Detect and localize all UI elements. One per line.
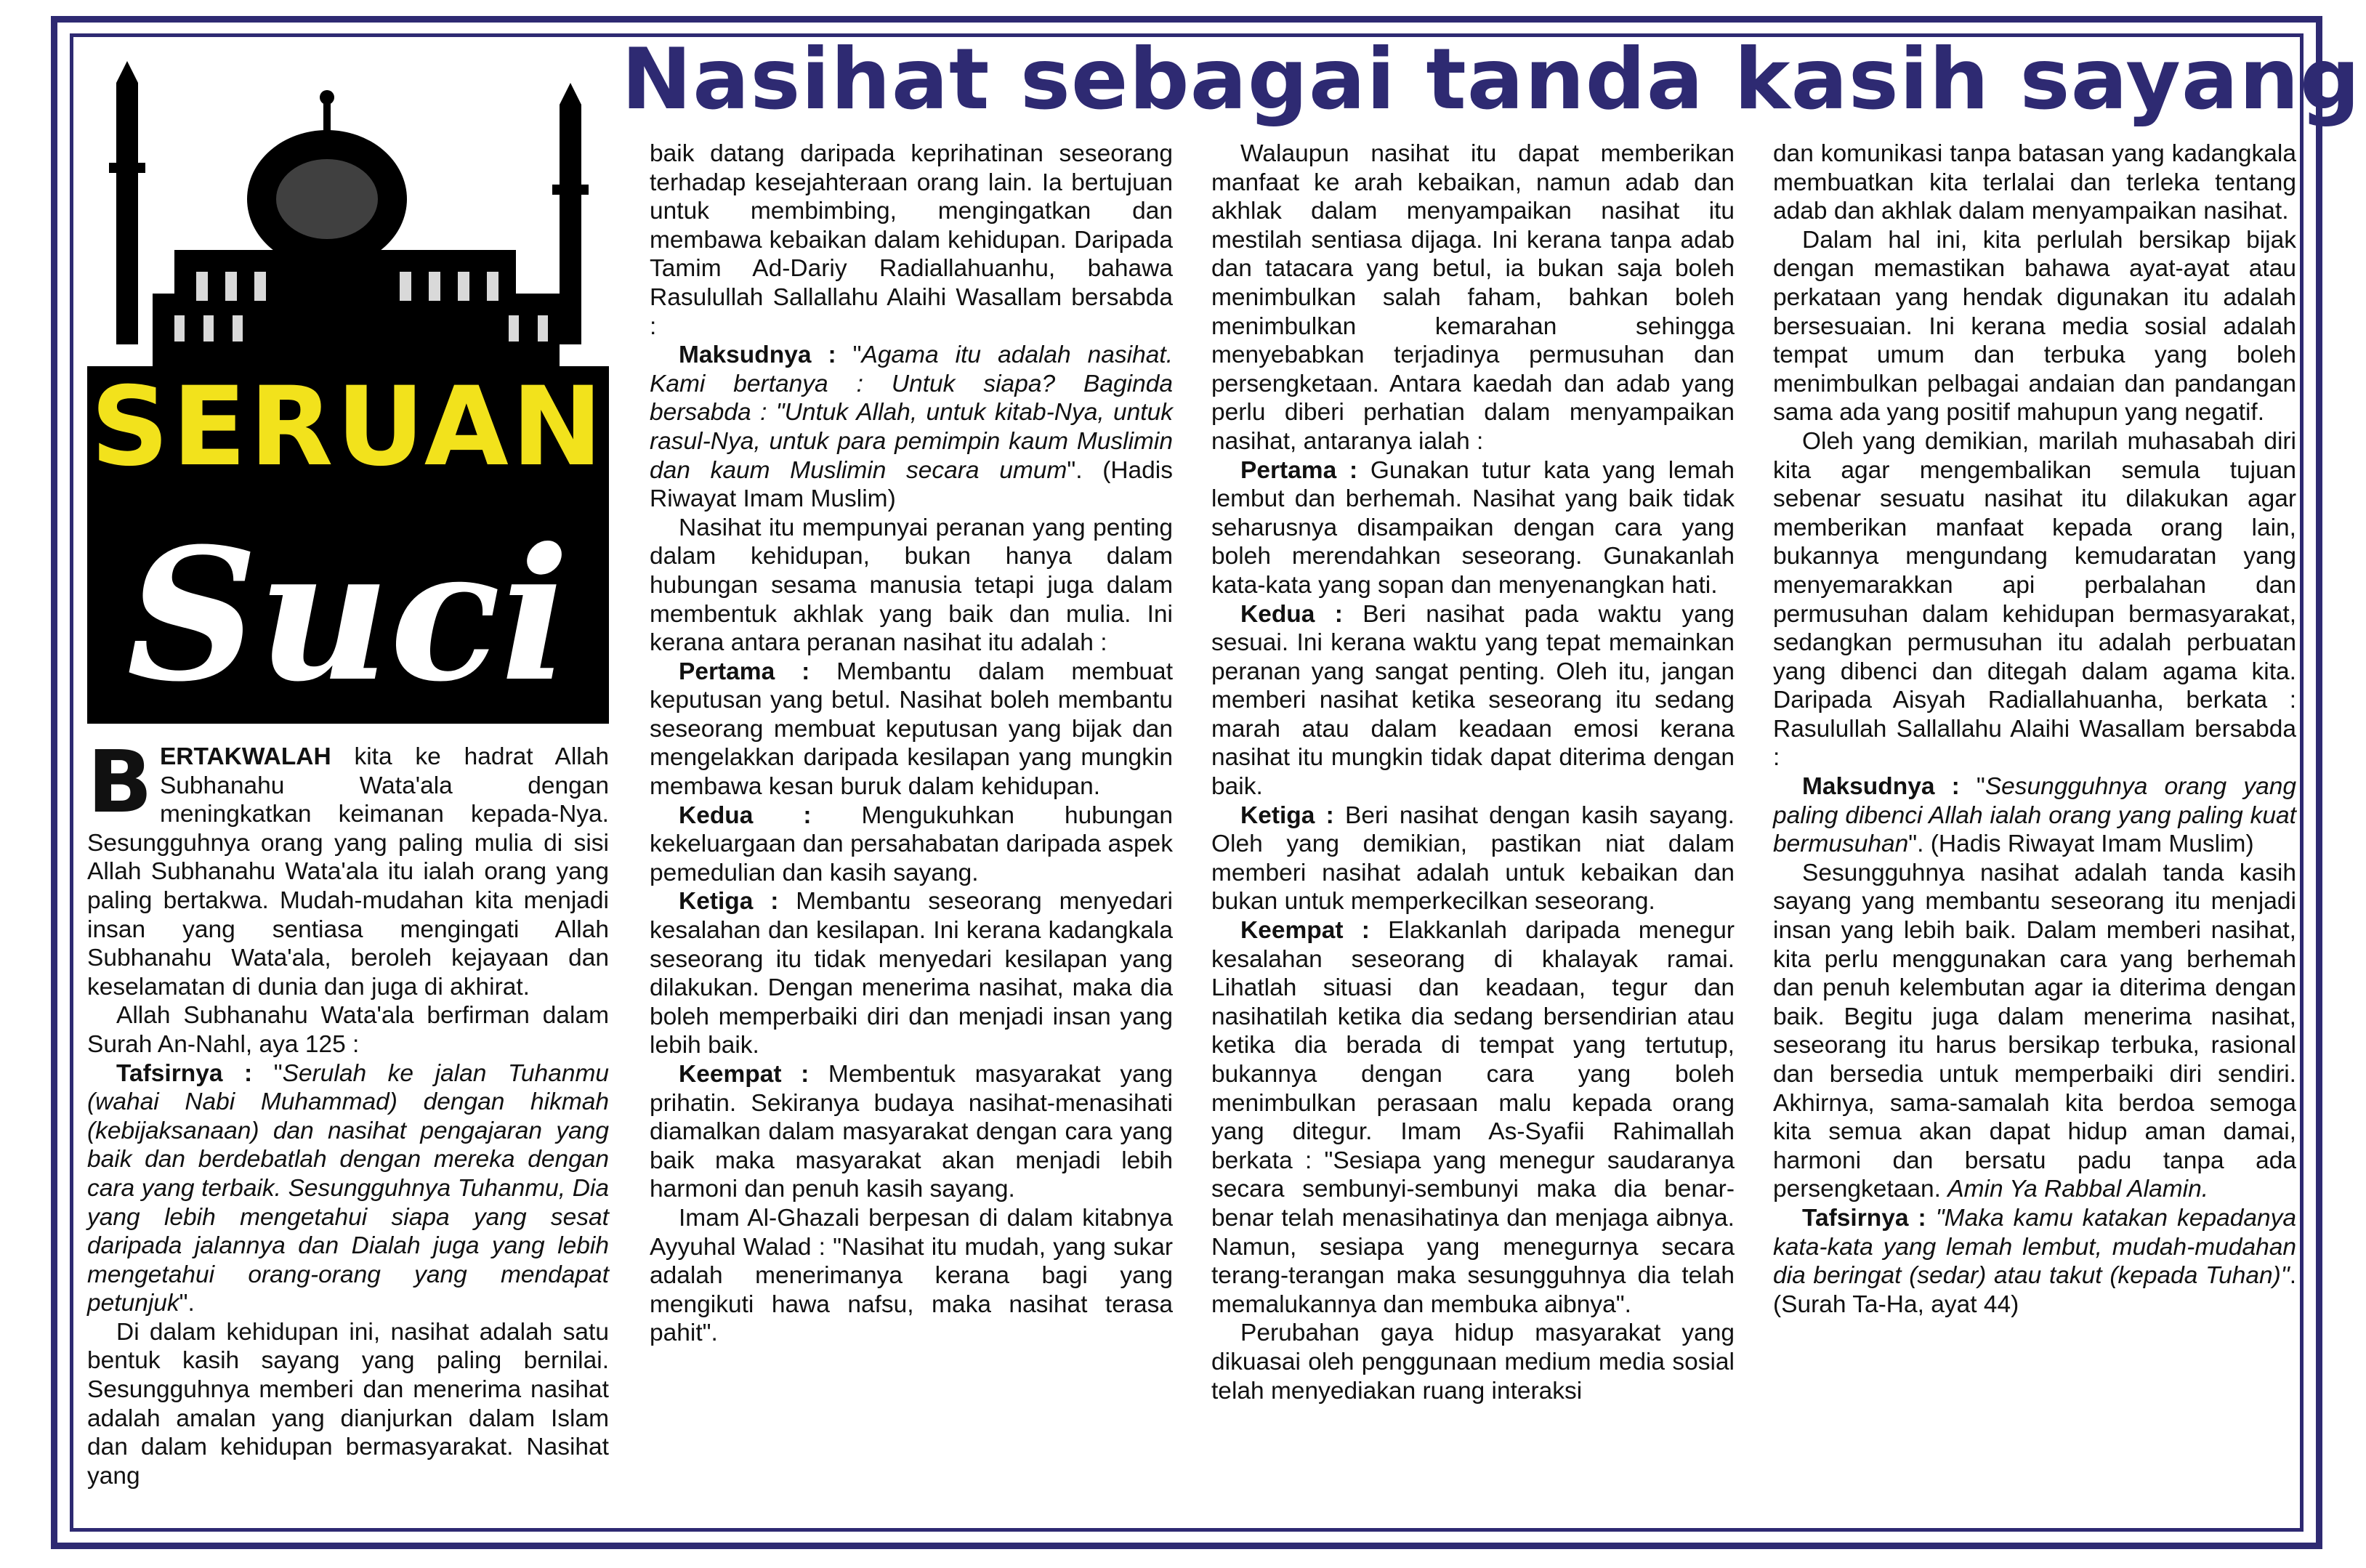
label: Pertama : xyxy=(1240,456,1358,484)
quote-open: " xyxy=(1959,773,1985,801)
column-3 xyxy=(1211,140,1735,1405)
logo-word-suci: Suci xyxy=(126,508,570,722)
paragraph-text: Elakkanlah daripada menegur kesalahan seseorang di khalayak ramai. Lihatlah situasi dan keadaan, tegur dan nasihatilah ketika dia sedang bersendirian atau ketika dia berada di tempat yang tertutup, bukannya dengan cara yang boleh menimbulkan perasaan malu kepada orang yang ditegur. Imam As-Syafii Rahimallah berkata : "Sesiapa yang menegur saudaranya secara sembunyi-sembunyi maka dia benar-benar telah menasihatinya dan menjaga aibnya. Namun, sesiapa yang menegurnya secara terang-terangan maka sesungguhnya dia telah memalukannya dan membuka aibnya". xyxy=(1211,917,1735,1318)
logo-word-seruan: SERUAN xyxy=(90,364,606,490)
quote-close: ". (Hadis Riwayat Imam Muslim) xyxy=(1908,831,2254,858)
paragraph xyxy=(650,801,1173,888)
quote-text: Sesungguhnya orang yang paling dibenci Allah ialah orang yang paling kuat bermusuhan xyxy=(1773,773,2296,858)
label: Tafsirnya : xyxy=(116,1059,253,1087)
paragraph xyxy=(650,341,1173,514)
paragraph: Allah Subhanahu Wata'ala berfirman dalam Surah An-Nahl, aya 125 : xyxy=(87,1002,609,1058)
paragraph xyxy=(1773,859,2296,1204)
quote-close: ". (Hadis Riwayat Imam Muslim) xyxy=(650,456,1173,513)
paragraph xyxy=(650,658,1173,801)
paragraph: baik datang daripada keprihatinan seseorang terhadap kesejahteraan orang lain. Ia bertujuan untuk membimbing, mengingatkan dan membawa kebaikan dalam kehidupan. Daripada Tamim Ad-Dariy Radiallahuanhu, bahawa Rasulullah Sallallahu Alaihi Wasallam bersabda : xyxy=(650,140,1173,340)
column-1 xyxy=(87,732,609,1490)
paragraph xyxy=(650,887,1173,1060)
paragraph xyxy=(650,1060,1173,1204)
paragraph: Imam Al-Ghazali berpesan di dalam kitabnya Ayyuhal Walad : "Nasihat itu mudah, yang sukar adalah menerimanya kerana bagi yang mengikuti hawa nafsu, maka nasihat terasa pahit". xyxy=(650,1204,1173,1347)
paragraph: Walaupun nasihat itu dapat memberikan manfaat ke arah kebaikan, namun adab dan akhlak dalam menyampaikan nasihat itu mestilah sentiasa dijaga. Ini kerana tanpa adab dan tatacara yang betul, ia bukan saja boleh menimbulkan salah faham, bahkan boleh menimbulkan kemarahan sehingga menyebabkan terjadinya permusuhan dan persengketaan. Antara kaedah dan adab yang perlu diberi perhatian dalam menyampaikan nasihat, antaranya ialah : xyxy=(1211,140,1735,455)
label: Keempat : xyxy=(1240,917,1370,945)
label: Ketiga : xyxy=(679,888,779,916)
quote-text: Serulah ke jalan Tuhanmu (wahai Nabi Muhammad) dengan hikmah (kebijaksanaan) dan nasihat pengajaran yang baik dan berdebatlah dengan mereka dengan cara yang terbaik. Sesungguhnya Tuhanmu, Dia yang lebih mengetahui siapa yang sesat daripada jalannya dan Dialah juga yang lebih mengetahui orang-orang yang mendapat petunjuk xyxy=(87,1059,609,1317)
paragraph xyxy=(87,732,609,1001)
paragraph xyxy=(1211,801,1735,916)
paragraph: Dalam hal ini, kita perlulah bersikap bijak dengan memastikan bahawa ayat-ayat atau perkataan yang hendak digunakan itu adalah bersesuaian. Ini kerana media sosial adalah tempat umum dan terbuka yang boleh menimbulkan pelbagai andaian dan pandangan sama ada yang positif mahupun yang negatif. xyxy=(1773,226,2296,427)
seruan-suci-logo xyxy=(87,54,609,724)
label: Pertama : xyxy=(679,658,810,685)
paragraph: dan komunikasi tanpa batasan yang kadangkala membuatkan kita terlalai dan terleka tentang adab dan akhlak dalam menyampaikan nasihat. xyxy=(1773,140,2296,225)
paragraph: Perubahan gaya hidup masyarakat yang dikuasai oleh penggunaan medium media sosial telah menyediakan ruang interaksi xyxy=(1211,1320,1735,1405)
quote-close: ". xyxy=(179,1290,195,1317)
quote-text: Agama itu adalah nasihat. Kami bertanya : Untuk siapa? Baginda bersabda : "Untuk Allah, untuk kitab-Nya, untuk rasul-Nya, untuk para pemimpin kaum Muslimin dan kaum Muslimin secara umum xyxy=(650,342,1173,484)
headline: Nasihat sebagai tanda kasih sayang xyxy=(621,31,2361,129)
paragraph-text: Membantu seseorang menyedari kesalahan dan kesilapan. Ini kerana kadangkala seseorang itu tidak menyedari kesilapan yang dilakukan. Dengan menerima nasihat, maka dia boleh memperbaiki diri dan menjadi insan yang lebih baik. xyxy=(650,888,1173,1059)
label: Tafsirnya : xyxy=(1802,1204,1926,1232)
paragraph-text: Membantu dalam membuat keputusan yang betul. Nasihat boleh membantu seseorang membuat keputusan yang bijak dan mengelakkan daripada kesilapan yang mungkin membawa kesan buruk dalam kehidupan. xyxy=(650,658,1173,801)
paragraph-text: kita ke hadrat Allah Subhanahu Wata'ala dengan meningkatkan keimanan kepada-Nya. Sesungguhnya orang yang paling mulia di sisi Allah Subhanahu Wata'ala itu ialah orang yang paling bertakwa. Mudah-mudahan kita menjadi insan yang sentiasa mengingati Allah Subhanahu Wata'ala, beroleh kejayaan dan keselamatan di dunia dan juga di akhirat. xyxy=(87,743,609,1001)
paragraph xyxy=(1773,1204,2296,1319)
paragraph-text: Beri nasihat pada waktu yang sesuai. Ini kerana waktu yang tepat memainkan peranan yang sangat penting. Oleh itu, jangan memberi nasihat ketika seseorang itu sedang marah atau dalam keadaan emosi kerana nasihat itu mungkin tidak dapat diterima dengan baik. xyxy=(1211,600,1735,801)
paragraph xyxy=(1211,456,1735,600)
column-4 xyxy=(1773,140,2296,1319)
paragraph-text: Mengukuhkan hubungan kekeluargaan dan persahabatan daripada aspek pemedulian dan kasih sayang. xyxy=(650,801,1173,886)
quote-text: "Maka kamu katakan kepadanya kata-kata yang lemah lembut, mudah-mudahan dia beringat (sedar) atau takut (kepada Tuhan)" xyxy=(1773,1204,2296,1290)
paragraph-text: Membentuk masyarakat yang prihatin. Sekiranya budaya nasihat-menasihati diamalkan dalam masyarakat dengan cara yang baik maka masyarakat akan menjadi lebih harmoni dan penuh kasih sayang. xyxy=(650,1061,1173,1203)
paragraph: Di dalam kehidupan ini, nasihat adalah satu bentuk kasih sayang yang paling bernilai. Sesungguhnya memberi dan menerima nasihat adalah amalan yang dianjurkan dalam Islam dan dalam kehidupan bermasyarakat. Nasihat yang xyxy=(87,1318,609,1490)
paragraph xyxy=(1211,600,1735,801)
paragraph-text: Beri nasihat dengan kasih sayang. Oleh yang demikian, pastikan niat dalam memberi nasihat adalah untuk kebaikan dan bukan untuk memperkecilkan seseorang. xyxy=(1211,801,1735,916)
closing-prayer: Amin Ya Rabbal Alamin. xyxy=(1947,1176,2209,1203)
label: Kedua : xyxy=(1240,600,1343,628)
label: Ketiga : xyxy=(1240,801,1334,829)
quote-open: " xyxy=(252,1059,283,1087)
drop-cap: B xyxy=(87,732,153,832)
quote-open: " xyxy=(836,342,862,369)
label: Keempat : xyxy=(679,1061,809,1088)
paragraph: Nasihat itu mempunyai peranan yang penting dalam kehidupan, bukan hanya dalam hubungan sesama manusia tetapi juga dalam membentuk akhlak yang baik dan mulia. Ini kerana antara peranan nasihat itu adalah : xyxy=(650,514,1173,657)
column-2 xyxy=(650,140,1173,1348)
paragraph: Oleh yang demikian, marilah muhasabah diri kita agar mengembalikan semula tujuan sebenar sesuatu nasihat itu dilakukan agar memberikan manfaat kepada orang lain, bukannya mengundang kemudaratan yang menyemarakkan api perbalahan dan permusuhan dalam kehidupan bermasyarakat, sedangkan permusuhan itu adalah perbuatan yang dibenci dan ditegah dalam agama kita. Daripada Aisyah Radiallahuanha, berkata : Rasulullah Sallallahu Alaihi Wasallam bersabda : xyxy=(1773,427,2296,772)
paragraph-text: Gunakan tutur kata yang lemah lembut dan berhemah. Nasihat yang baik tidak seharusnya disampaikan dengan cara yang boleh merendahkan seseorang. Gunakanlah kata-kata yang sopan dan menyenangkan hati. xyxy=(1211,456,1735,599)
quote-open xyxy=(1926,1205,1936,1232)
label: Kedua : xyxy=(679,801,812,829)
label: Maksudnya : xyxy=(1802,773,1960,801)
paragraph-text: Sesungguhnya nasihat adalah tanda kasih sayang yang membantu seseorang itu menjadi insan yang lebih baik. Dalam memberi nasihat, kita perlu menggunakan cara yang berhemah dan penuh kelembutan agar ia diterima dengan baik. Begitu juga dalam menerima nasihat, seseorang itu harus bersikap terbuka, rasional dan bersedia untuk memperbaiki diri sendiri. Akhirnya, sama-samalah kita berdoa semoga kita semua akan dapat hidup aman damai, harmoni dan bersatu padu tanpa ada persengketaan. xyxy=(1773,859,2296,1203)
paragraph xyxy=(1773,772,2296,859)
quote-close: . (Surah Ta-Ha, ayat 44) xyxy=(1773,1262,2296,1318)
lead-word: ERTAKWALAH xyxy=(159,743,331,770)
paragraph xyxy=(87,1059,609,1318)
paragraph xyxy=(1211,916,1735,1319)
label: Maksudnya : xyxy=(679,342,836,369)
